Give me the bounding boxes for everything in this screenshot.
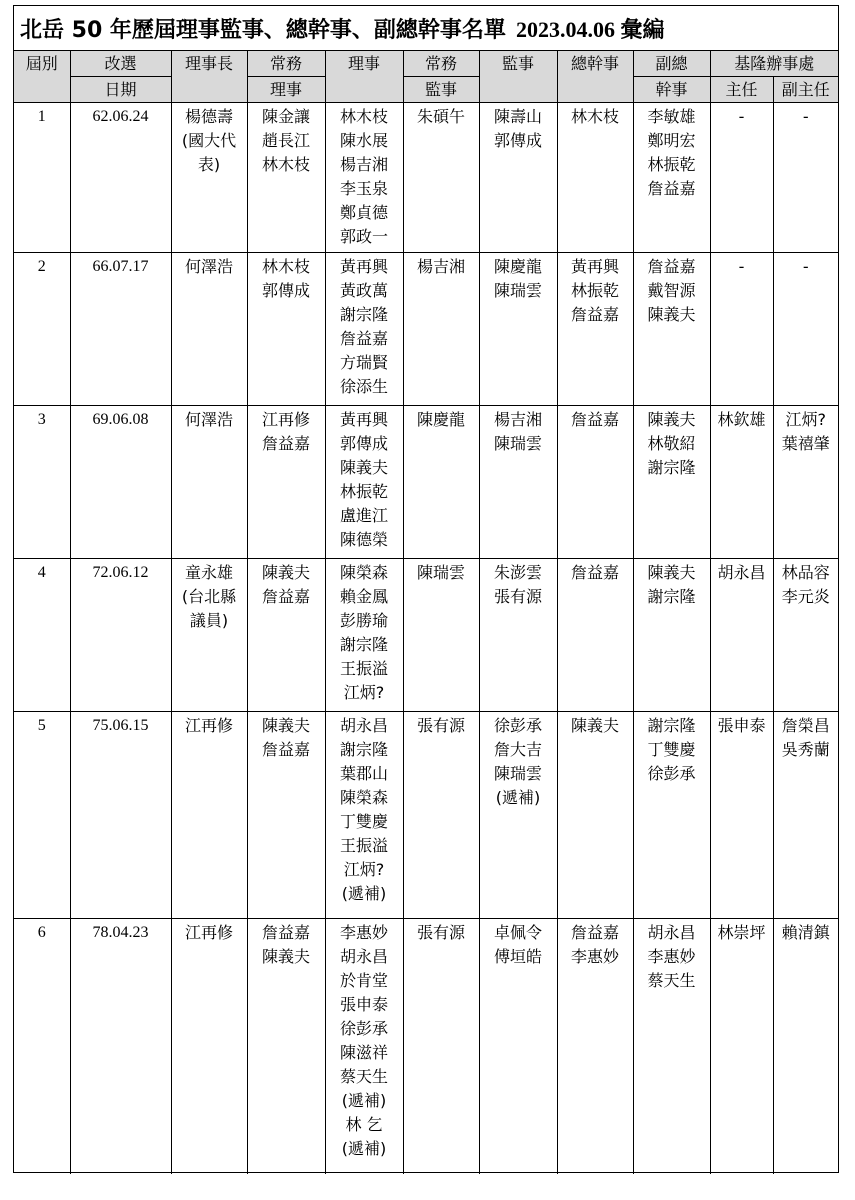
name-line: 胡永昌	[339, 716, 388, 735]
name-line: 楊吉湘	[339, 155, 388, 174]
header-exec-sup-l1: 常務	[403, 51, 479, 77]
chair-cell	[171, 919, 247, 1174]
name-line: 胡永昌	[717, 563, 766, 582]
exec-directors-cell	[247, 919, 325, 1174]
name-line: (台北縣	[181, 587, 237, 606]
date-cell: 66.07.17	[70, 253, 171, 406]
name-line: 表)	[197, 155, 221, 174]
header-keelung: 基隆辦事處	[710, 51, 838, 77]
supervisors-cell	[479, 919, 557, 1174]
deputy-secretary-cell	[633, 712, 710, 919]
name-line: 詹益嘉	[339, 329, 388, 348]
name-line: 陳壽山	[493, 107, 542, 126]
name-line: 鄭明宏	[647, 131, 696, 150]
name-line: 郭傳成	[339, 434, 388, 453]
date-cell: 72.06.12	[70, 559, 171, 712]
name-line: 林 乞	[345, 1115, 383, 1134]
name-line: 謝宗隆	[339, 305, 388, 324]
table-row	[14, 712, 838, 919]
name-line: 徐彭承	[339, 1019, 388, 1038]
supervisors-cell	[479, 406, 557, 559]
name-line: 張有源	[416, 923, 465, 942]
name-line: 何澤浩	[184, 410, 233, 429]
header-exec-dir-l2: 理事	[247, 77, 325, 103]
directors-cell	[325, 919, 403, 1174]
name-line: 謝宗隆	[647, 458, 696, 477]
name-line: 詹益嘉	[261, 740, 310, 759]
name-line: 陳榮森	[339, 788, 388, 807]
chair-cell	[171, 406, 247, 559]
name-line: (遞補)	[495, 788, 541, 807]
name-line: 詹益嘉	[261, 923, 310, 942]
chair-cell	[171, 559, 247, 712]
name-line: 詹益嘉	[570, 410, 619, 429]
name-line: 林崇坪	[717, 923, 766, 942]
header-chair: 理事長	[171, 51, 247, 103]
name-line: 林木枝	[339, 107, 388, 126]
supervisors-cell	[479, 559, 557, 712]
exec-directors-cell	[247, 406, 325, 559]
name-line: 王振溢	[339, 836, 388, 855]
table-body	[14, 103, 838, 1174]
name-line: 鄭貞德	[339, 203, 388, 222]
name-line: 童永雄	[184, 563, 233, 582]
exec-supervisors-cell	[403, 103, 479, 253]
name-line: 李元炎	[781, 587, 830, 606]
exec-supervisors-cell	[403, 919, 479, 1174]
date-cell: 75.06.15	[70, 712, 171, 919]
name-line: (遞補)	[341, 884, 387, 903]
name-line: 詹益嘉	[570, 563, 619, 582]
name-line: 陳慶龍	[416, 410, 465, 429]
name-line: 陳水展	[339, 131, 388, 150]
general-secretary-cell	[557, 919, 633, 1174]
session-cell: 5	[14, 712, 70, 919]
name-line: 卓佩令	[493, 923, 542, 942]
name-line: 陳德榮	[339, 530, 388, 549]
name-line: 議員)	[189, 611, 229, 630]
keelung-deputy-cell	[773, 103, 838, 253]
name-line: 謝宗隆	[647, 587, 696, 606]
header-dep-sec-l1: 副總	[633, 51, 710, 77]
name-line: 郭政一	[339, 227, 388, 246]
name-line: 江炳?	[343, 860, 385, 879]
header-session: 屆別	[14, 51, 70, 103]
name-line: 詹益嘉	[647, 179, 696, 198]
keelung-head-cell	[710, 103, 773, 253]
name-line: 陳榮森	[339, 563, 388, 582]
name-line: 徐彭承	[647, 764, 696, 783]
keelung-deputy-cell	[773, 406, 838, 559]
name-line: 江炳?	[343, 683, 385, 702]
name-line: 徐添生	[339, 377, 388, 396]
keelung-deputy-cell	[773, 253, 838, 406]
name-line: 林欽雄	[717, 410, 766, 429]
name-line: 吳秀蘭	[781, 740, 830, 759]
header-dep-sec-l2: 幹事	[633, 77, 710, 103]
deputy-secretary-cell	[633, 559, 710, 712]
name-line: 黃再興	[570, 257, 619, 276]
header-date-l2: 日期	[70, 77, 171, 103]
name-line: 黃政萬	[339, 281, 388, 300]
header-supervisors: 監事	[479, 51, 557, 103]
general-secretary-cell	[557, 103, 633, 253]
name-line: 詹益嘉	[647, 257, 696, 276]
name-line: 蔡天生	[647, 971, 696, 990]
name-line: 丁雙慶	[647, 740, 696, 759]
name-line: 方瑞賢	[339, 353, 388, 372]
header-exec-sup-l2: 監事	[403, 77, 479, 103]
name-line: 何澤浩	[184, 257, 233, 276]
name-line: 楊吉湘	[416, 257, 465, 276]
name-line: 朱碩午	[416, 107, 465, 126]
deputy-secretary-cell	[633, 406, 710, 559]
chair-cell	[171, 253, 247, 406]
exec-supervisors-cell	[403, 559, 479, 712]
name-line: 陳義夫	[261, 563, 310, 582]
name-line: (國大代	[181, 131, 237, 150]
date-cell: 69.06.08	[70, 406, 171, 559]
name-line: 丁雙慶	[339, 812, 388, 831]
keelung-deputy-cell	[773, 559, 838, 712]
table-row	[14, 559, 838, 712]
table-row	[14, 253, 838, 406]
deputy-secretary-cell	[633, 253, 710, 406]
name-line: 黃再興	[339, 410, 388, 429]
name-line: 陳義夫	[261, 947, 310, 966]
name-line: 林振乾	[339, 482, 388, 501]
name-line: 詹益嘉	[261, 434, 310, 453]
keelung-deputy-cell	[773, 712, 838, 919]
name-line: 詹益嘉	[570, 305, 619, 324]
name-line: -	[802, 107, 809, 126]
name-line: 楊德壽	[184, 107, 233, 126]
name-line: 林振乾	[570, 281, 619, 300]
keelung-head-cell	[710, 559, 773, 712]
deputy-secretary-cell	[633, 103, 710, 253]
name-line: 陳義夫	[647, 305, 696, 324]
table-row	[14, 103, 838, 253]
exec-supervisors-cell	[403, 253, 479, 406]
name-line: 蔡天生	[339, 1067, 388, 1086]
name-line: 朱澎雲	[493, 563, 542, 582]
chair-cell	[171, 712, 247, 919]
name-line: 林振乾	[647, 155, 696, 174]
keelung-head-cell	[710, 919, 773, 1174]
table-row	[14, 406, 838, 559]
name-line: 陳金讓	[261, 107, 310, 126]
name-line: 謝宗隆	[647, 716, 696, 735]
name-line: 李玉泉	[339, 179, 388, 198]
name-line: 林木枝	[261, 257, 310, 276]
keelung-head-cell	[710, 253, 773, 406]
session-cell: 6	[14, 919, 70, 1174]
name-line: 徐彭承	[493, 716, 542, 735]
name-line: 陳義夫	[261, 716, 310, 735]
name-line: 賴金鳳	[339, 587, 388, 606]
directors-cell	[325, 559, 403, 712]
name-line: 詹榮昌	[781, 716, 830, 735]
name-line: 謝宗隆	[339, 635, 388, 654]
name-line: 郭傳成	[261, 281, 310, 300]
name-line: 林木枝	[261, 155, 310, 174]
directors-cell	[325, 712, 403, 919]
name-line: 謝宗隆	[339, 740, 388, 759]
name-line: 陳瑞雲	[493, 281, 542, 300]
supervisors-cell	[479, 253, 557, 406]
roster-document	[13, 5, 839, 1173]
name-line: 張有源	[416, 716, 465, 735]
name-line: 李敏雄	[647, 107, 696, 126]
name-line: 陳慶龍	[493, 257, 542, 276]
roster-table	[14, 51, 838, 1174]
name-line: 陳瑞雲	[493, 434, 542, 453]
header-keelung-deputy: 副主任	[773, 77, 838, 103]
name-line: 江炳?	[785, 410, 826, 429]
name-line: 陳義夫	[647, 563, 696, 582]
name-line: 胡永昌	[339, 947, 388, 966]
name-line: 盧進江	[339, 506, 388, 525]
name-line: 王振溢	[339, 659, 388, 678]
deputy-secretary-cell	[633, 919, 710, 1174]
exec-supervisors-cell	[403, 712, 479, 919]
keelung-deputy-cell	[773, 919, 838, 1174]
exec-directors-cell	[247, 103, 325, 253]
name-line: 彭勝瑜	[339, 611, 388, 630]
name-line: 林品容	[781, 563, 830, 582]
date-cell: 62.06.24	[70, 103, 171, 253]
name-line: 張申泰	[717, 716, 766, 735]
directors-cell	[325, 406, 403, 559]
exec-directors-cell	[247, 712, 325, 919]
name-line: 林木枝	[570, 107, 619, 126]
session-cell: 2	[14, 253, 70, 406]
name-line: 林敬紹	[647, 434, 696, 453]
keelung-head-cell	[710, 406, 773, 559]
name-line: (遞補)	[341, 1091, 387, 1110]
name-line: 江再修	[184, 716, 233, 735]
name-line: -	[738, 107, 745, 126]
header-directors: 理事	[325, 51, 403, 103]
table-row	[14, 919, 838, 1174]
name-line: 張申泰	[339, 995, 388, 1014]
name-line: 詹益嘉	[261, 587, 310, 606]
directors-cell	[325, 253, 403, 406]
name-line: 李惠妙	[647, 947, 696, 966]
keelung-head-cell	[710, 712, 773, 919]
header-exec-dir-l1: 常務	[247, 51, 325, 77]
name-line: 趙長江	[261, 131, 310, 150]
name-line: 江再修	[184, 923, 233, 942]
name-line: 於肯堂	[339, 971, 388, 990]
supervisors-cell	[479, 103, 557, 253]
name-line: -	[802, 257, 809, 276]
title-date: 2023.04.06 彙編	[515, 16, 665, 42]
name-line: (遞補)	[341, 1139, 387, 1158]
exec-directors-cell	[247, 559, 325, 712]
name-line: 楊吉湘	[493, 410, 542, 429]
name-line: 賴清鎮	[781, 923, 830, 942]
name-line: 李惠妙	[570, 947, 619, 966]
name-line: 詹大吉	[493, 740, 542, 759]
header-date-l1: 改選	[70, 51, 171, 77]
name-line: 葉禧肇	[781, 434, 830, 453]
header-gen-sec: 總幹事	[557, 51, 633, 103]
session-cell: 4	[14, 559, 70, 712]
name-line: 江再修	[261, 410, 310, 429]
header-keelung-head: 主任	[710, 77, 773, 103]
name-line: 陳義夫	[647, 410, 696, 429]
directors-cell	[325, 103, 403, 253]
name-line: 陳瑞雲	[416, 563, 465, 582]
title-main: 北岳 50 年歷屆理事監事、總幹事、副總幹事名單	[20, 17, 506, 43]
name-line: 胡永昌	[647, 923, 696, 942]
name-line: 黃再興	[339, 257, 388, 276]
general-secretary-cell	[557, 406, 633, 559]
exec-supervisors-cell	[403, 406, 479, 559]
name-line: 郭傳成	[493, 131, 542, 150]
name-line: 葉郡山	[339, 764, 388, 783]
name-line: 張有源	[493, 587, 542, 606]
name-line: 詹益嘉	[570, 923, 619, 942]
name-line: 李惠妙	[339, 923, 388, 942]
name-line: 陳滋祥	[339, 1043, 388, 1062]
general-secretary-cell	[557, 253, 633, 406]
document-title	[14, 6, 838, 51]
general-secretary-cell	[557, 712, 633, 919]
date-cell: 78.04.23	[70, 919, 171, 1174]
name-line: 陳瑞雲	[493, 764, 542, 783]
chair-cell	[171, 103, 247, 253]
name-line: 傅垣皓	[493, 947, 542, 966]
session-cell: 3	[14, 406, 70, 559]
session-cell: 1	[14, 103, 70, 253]
general-secretary-cell	[557, 559, 633, 712]
name-line: 陳義夫	[570, 716, 619, 735]
table-header	[14, 51, 838, 103]
supervisors-cell	[479, 712, 557, 919]
name-line: 陳義夫	[339, 458, 388, 477]
name-line: -	[738, 257, 745, 276]
exec-directors-cell	[247, 253, 325, 406]
name-line: 戴智源	[647, 281, 696, 300]
